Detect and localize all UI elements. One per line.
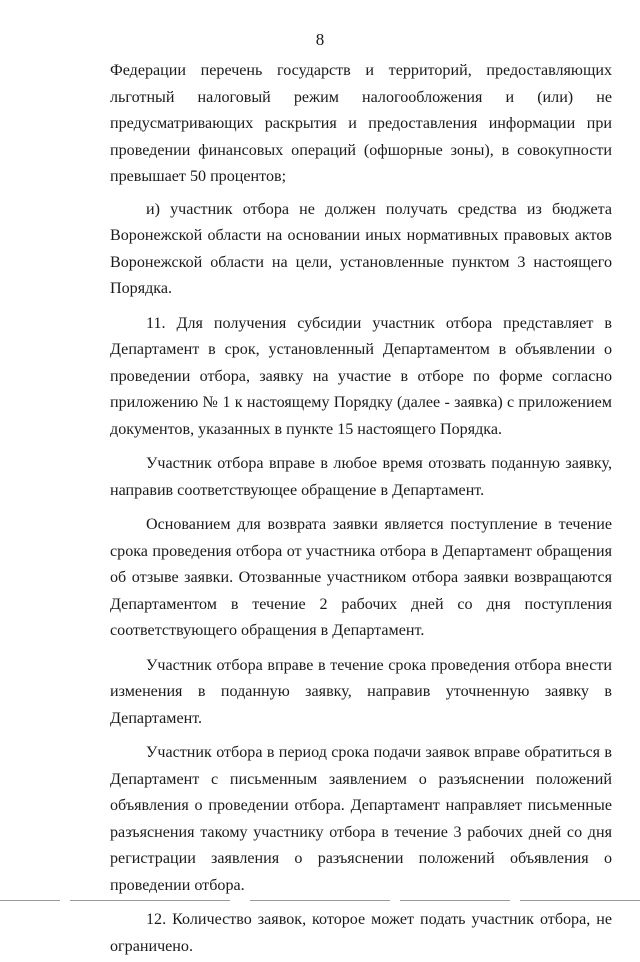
document-body [110,58,612,962]
paragraph-clarification-request: Участник отбора в период срока подачи заявок вправе обратиться в Департамент с письменным заявлением о разъяснении положений объявления о проведении отбора. Департамент направляет письменные разъяснения такому участнику отбора в течение 3 рабочих дней со дня регистрации заявления о разъяснении положений объявления о проведении отбора. [110,744,612,894]
paragraph-withdraw-application: Участник отбора вправе в любое время отозвать поданную заявку, направив соответствующее обращение в Департамент. [110,455,612,499]
paragraph-amend-application: Участник отбора вправе в течение срока проведения отбора внести изменения в поданную заявку, направив уточненную заявку в Департамент. [110,656,612,727]
paragraph-item-i: и) участник отбора не должен получать средства из бюджета Воронежской области на основании иных нормативных правовых актов Воронежской области на цели, установленные пунктом 3 настоящего Порядка. [110,200,612,297]
paragraph-return-grounds: Основанием для возврата заявки является поступление в течение срока проведения отбора от участника отбора в Департамент обращения об отзыве заявки. Отозванные участником отбора заявки возвращаются Департаментом в течение 2 рабочих дней со дня поступления соответствующего обращения в Департамент. [110,516,612,639]
page-number: 8 [315,30,325,49]
paragraph-offshore-zones: Федерации перечень государств и территорий, предоставляющих льготный налоговый режим налогообложения и (или) не предусматривающих раскрытия и предоставления информации при проведении финансовых операций (офшорные зоны), в совокупности превышает 50 процентов; [110,62,612,185]
scan-edge-line [0,900,640,902]
paragraph-clause-12: 12. Количество заявок, которое может подать участник отбора, не ограничено. [110,911,612,955]
paragraph-clause-11: 11. Для получения субсидии участник отбора представляет в Департамент в срок, установленный Департаментом в объявлении о проведении отбора, заявку на участие в отборе по форме согласно приложению № 1 к настоящему Порядку (далее - заявка) с приложением документов, указанных в пункте 15 настоящего Порядка. [110,314,612,438]
